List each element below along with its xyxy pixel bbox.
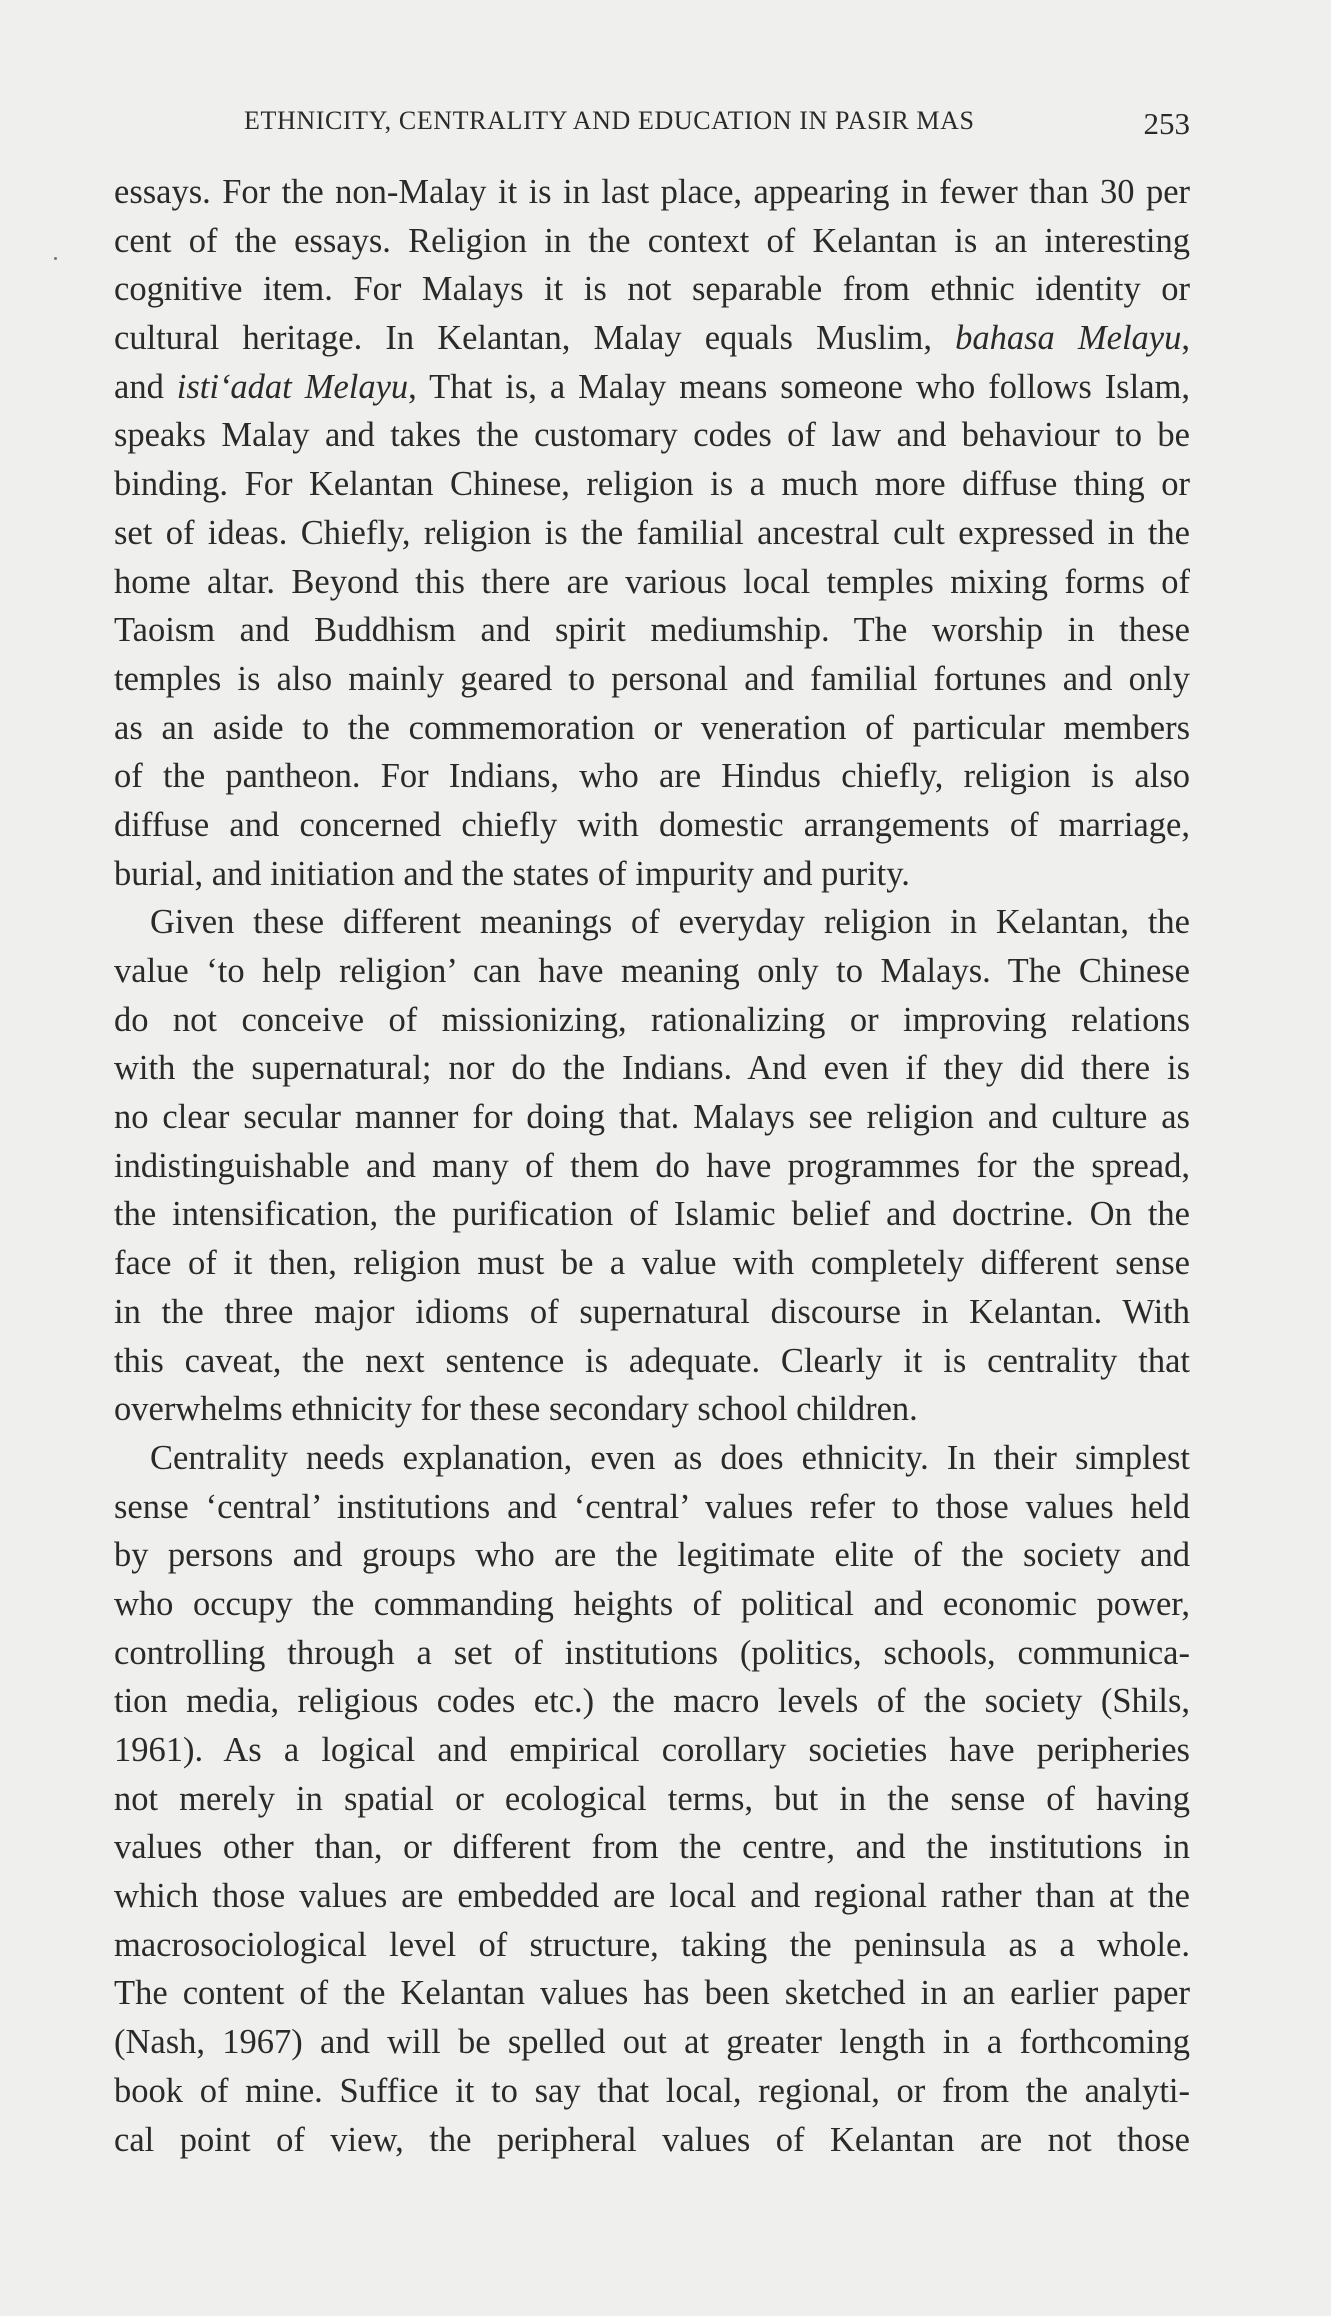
running-header	[114, 106, 1190, 146]
text-segment: set of ideas. Chiefly, religion is the familial ancestral cult expressed in the	[114, 513, 1190, 552]
text-segment: by persons and groups who are the legitimate elite of the society and	[114, 1536, 1190, 1575]
text-line	[114, 1775, 1190, 1824]
text-segment: The content of the Kelantan values has been sketched in an earlier paper	[114, 1974, 1190, 2013]
text-line	[114, 850, 1190, 899]
text-line	[114, 947, 1190, 996]
text-line	[114, 411, 1190, 460]
text-line	[114, 1093, 1190, 1142]
text-line	[114, 801, 1190, 850]
text-line	[114, 509, 1190, 558]
text-segment: cal point of view, the peripheral values of Kelantan are not those	[114, 2120, 1190, 2159]
text-line	[114, 1677, 1190, 1726]
text-line	[114, 558, 1190, 607]
text-line	[114, 1288, 1190, 1337]
text-segment: values other than, or different from the centre, and the institutions in	[114, 1828, 1190, 1867]
text-line	[114, 1337, 1190, 1386]
text-segment: 1961). As a logical and empirical corollary societies have peripheries	[114, 1731, 1190, 1769]
text-line	[114, 1044, 1190, 1093]
text-line	[114, 1385, 1190, 1434]
text-segment: speaks Malay and takes the customary codes of law and behaviour to be	[114, 416, 1190, 455]
text-line	[114, 1969, 1190, 2018]
text-segment: and	[114, 367, 177, 406]
text-segment: binding. For Kelantan Chinese, religion is a much more diffuse thing or	[114, 465, 1190, 504]
running-title: ETHNICITY, CENTRALITY AND EDUCATION IN PASIR MAS	[244, 106, 975, 135]
text-line	[114, 655, 1190, 704]
text-line	[114, 996, 1190, 1045]
text-line	[114, 2067, 1190, 2116]
text-line	[114, 1726, 1190, 1775]
text-segment: temples is also mainly geared to personal and familial fortunes and only	[114, 659, 1190, 698]
text-line	[114, 1434, 1190, 1483]
text-segment: Given these different meanings of everyday religion in Kelantan, the	[150, 903, 1190, 942]
text-segment: of the pantheon. For Indians, who are Hindus chiefly, religion is also	[114, 757, 1190, 796]
text-segment: this caveat, the next sentence is adequate. Clearly it is centrality that	[114, 1341, 1190, 1380]
text-line	[114, 168, 1190, 217]
text-segment: do not conceive of missionizing, rationalizing or improving relations	[114, 1000, 1190, 1039]
text-segment: burial, and initiation and the states of impurity and purity.	[114, 854, 910, 893]
text-line	[114, 1239, 1190, 1288]
text-line	[114, 1483, 1190, 1532]
text-segment: cognitive item. For Malays it is not separable from ethnic identity or	[114, 270, 1190, 309]
text-segment: with the supernatural; nor do the Indians. And even if they did there is	[114, 1049, 1190, 1088]
text-segment: overwhelms ethnicity for these secondary school children.	[114, 1390, 918, 1429]
text-line	[114, 1823, 1190, 1872]
text-segment: no clear secular manner for doing that. Malays see religion and culture as	[114, 1098, 1190, 1137]
text-segment: diffuse and concerned chiefly with domestic arrangements of marriage,	[114, 805, 1190, 844]
text-line	[114, 1921, 1190, 1970]
text-segment: which those values are embedded are local and regional rather than at the	[114, 1877, 1190, 1916]
italic-term: bahasa Melayu	[955, 319, 1182, 358]
text-line	[114, 265, 1190, 314]
text-line	[114, 2018, 1190, 2067]
text-line	[114, 363, 1190, 412]
text-segment: Centrality needs explanation, even as does ethnicity. In their simplest	[150, 1438, 1190, 1477]
text-segment: indistinguishable and many of them do have programmes for the spread,	[114, 1146, 1190, 1185]
italic-term: isti‘adat Melayu	[176, 367, 409, 406]
body-text	[114, 168, 1190, 2164]
text-line	[114, 752, 1190, 801]
text-segment: face of it then, religion must be a value with completely different sense	[114, 1244, 1190, 1283]
text-segment: cultural heritage. In Kelantan, Malay equals Muslim,	[114, 319, 956, 358]
text-line	[114, 1872, 1190, 1921]
text-segment: in the three major idioms of supernatural discourse in Kelantan. With	[114, 1292, 1190, 1331]
text-segment: not merely in spatial or ecological terms, but in the sense of having	[114, 1779, 1190, 1818]
text-segment: controlling through a set of institutions (politics, schools, communica-	[114, 1633, 1190, 1672]
text-segment: the intensification, the purification of Islamic belief and doctrine. On the	[114, 1195, 1190, 1234]
text-segment: as an aside to the commemoration or veneration of particular members	[114, 708, 1190, 747]
text-segment: book of mine. Suffice it to say that local, regional, or from the analyti-	[114, 2071, 1190, 2110]
text-segment: (Nash, 1967) and will be spelled out at greater length in a forthcoming	[114, 2023, 1190, 2062]
page-number: 253	[1143, 106, 1190, 141]
text-segment: ,	[1181, 319, 1190, 358]
text-segment: tion media, religious codes etc.) the macro levels of the society (Shils,	[114, 1682, 1190, 1721]
text-line	[114, 217, 1190, 266]
text-segment: , That is, a Malay means someone who follows Islam,	[408, 367, 1190, 406]
text-line	[114, 898, 1190, 947]
text-segment: sense ‘central’ institutions and ‘central’ values refer to those values held	[114, 1487, 1190, 1526]
text-segment: value ‘to help religion’ can have meaning only to Malays. The Chinese	[114, 952, 1190, 990]
text-segment: essays. For the non-Malay it is in last place, appearing in fewer than 30 per	[114, 173, 1190, 211]
text-line	[114, 314, 1190, 363]
text-line	[114, 606, 1190, 655]
text-line	[114, 704, 1190, 753]
text-segment: home altar. Beyond this there are various local temples mixing forms of	[114, 562, 1190, 601]
text-line	[114, 1580, 1190, 1629]
text-segment: Taoism and Buddhism and spirit mediumship. The worship in these	[114, 611, 1190, 650]
scan-speck	[54, 257, 57, 260]
text-line	[114, 1531, 1190, 1580]
text-line	[114, 1629, 1190, 1678]
text-line	[114, 1142, 1190, 1191]
text-segment: who occupy the commanding heights of political and economic power,	[114, 1584, 1190, 1623]
text-line	[114, 460, 1190, 509]
text-line	[114, 1190, 1190, 1239]
text-line	[114, 2116, 1190, 2165]
text-segment: macrosociological level of structure, taking the peninsula as a whole.	[114, 1925, 1190, 1964]
text-segment: cent of the essays. Religion in the context of Kelantan is an interesting	[114, 221, 1190, 260]
